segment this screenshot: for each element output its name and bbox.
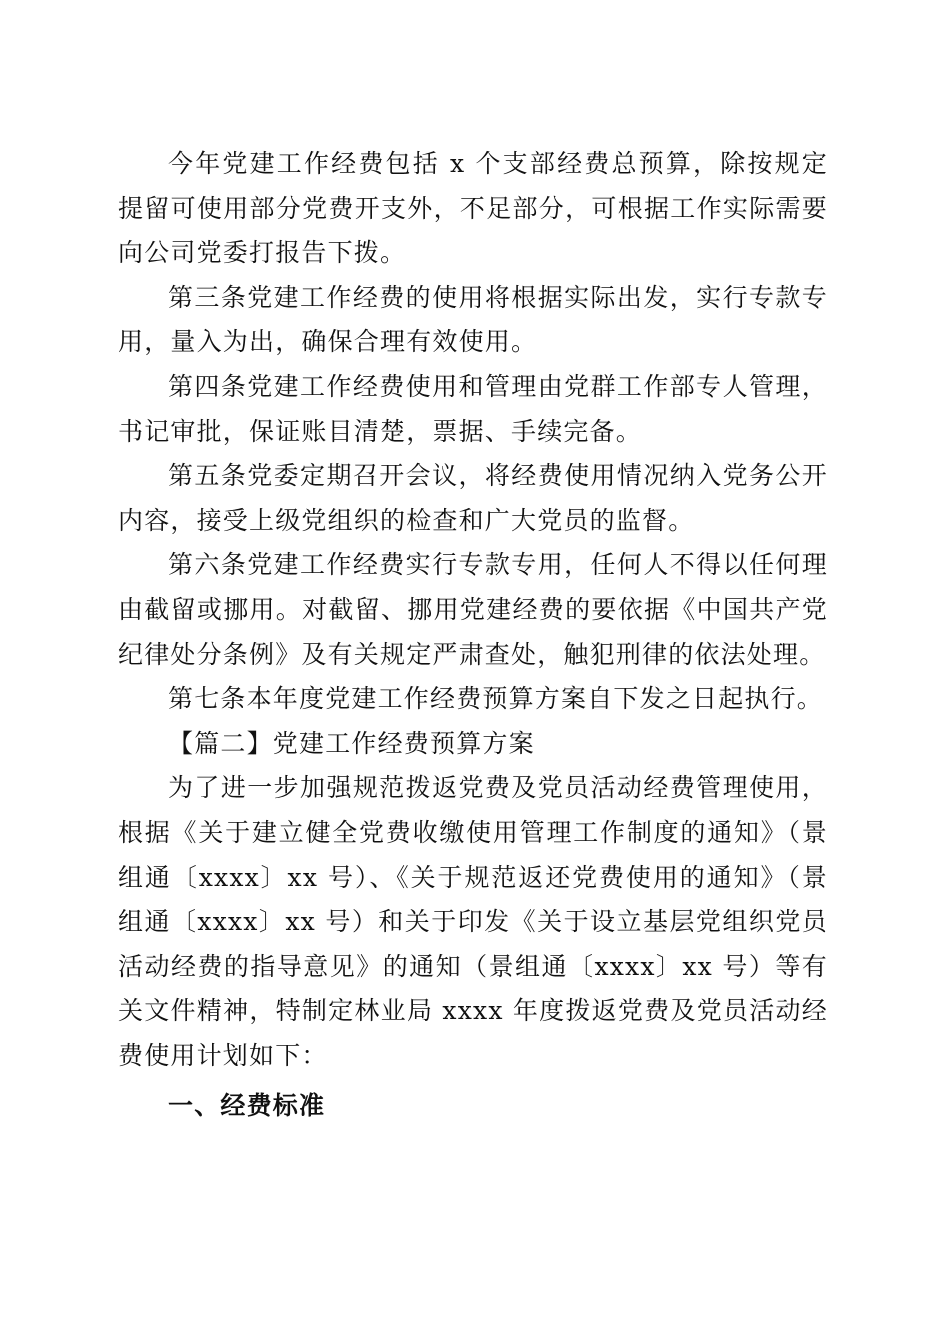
paragraph-article-5: 第五条党委定期召开会议，将经费使用情况纳入党务公开内容，接受上级党组织的检查和广大党员的监督。: [118, 461, 828, 535]
paragraph-article-7: 第七条本年度党建工作经费预算方案自下发之日起执行。: [168, 684, 824, 714]
section-title-part-two: 【篇二】党建工作经费预算方案: [168, 728, 535, 758]
heading-funding-standard: 一、经费标准: [168, 1091, 326, 1121]
paragraph-article-3: 第三条党建工作经费的使用将根据实际出发，实行专款专用，量入为出，确保合理有效使用。: [118, 282, 828, 357]
paragraph-plan-intro: 为了进一步加强规范拨返党费及党员活动经费管理使用，根据《关于建立健全党费收缴使用管理工作制度的通知》（景组通〔xxxx〕xx 号）、《关于规范返还党费使用的通知》（景组通〔xxxx〕xx 号）和关于印发《关于设立基层党组织党员活动经费的指导意见》的通知（景组通〔xxxx〕xx 号）等有关文件精神，特制定林业局 xxxx 年度拨返党费及党员活动经费使用计划如下：: [118, 773, 828, 1070]
paragraph-article-4: 第四条党建工作经费使用和管理由党群工作部专人管理，书记审批，保证账目清楚，票据、手续完备。: [118, 371, 828, 446]
paragraph-budget-intro: 今年党建工作经费包括 x 个支部经费总预算，除按规定提留可使用部分党费开支外，不足部分，可根据工作实际需要向公司党委打报告下拨。: [118, 149, 828, 268]
document-body: [118, 142, 828, 1131]
paragraph-article-6: 第六条党建工作经费实行专款专用，任何人不得以任何理由截留或挪用。对截留、挪用党建经费的要依据《中国共产党纪律处分条例》及有关规定严肃查处，触犯刑律的依法处理。: [118, 550, 828, 669]
